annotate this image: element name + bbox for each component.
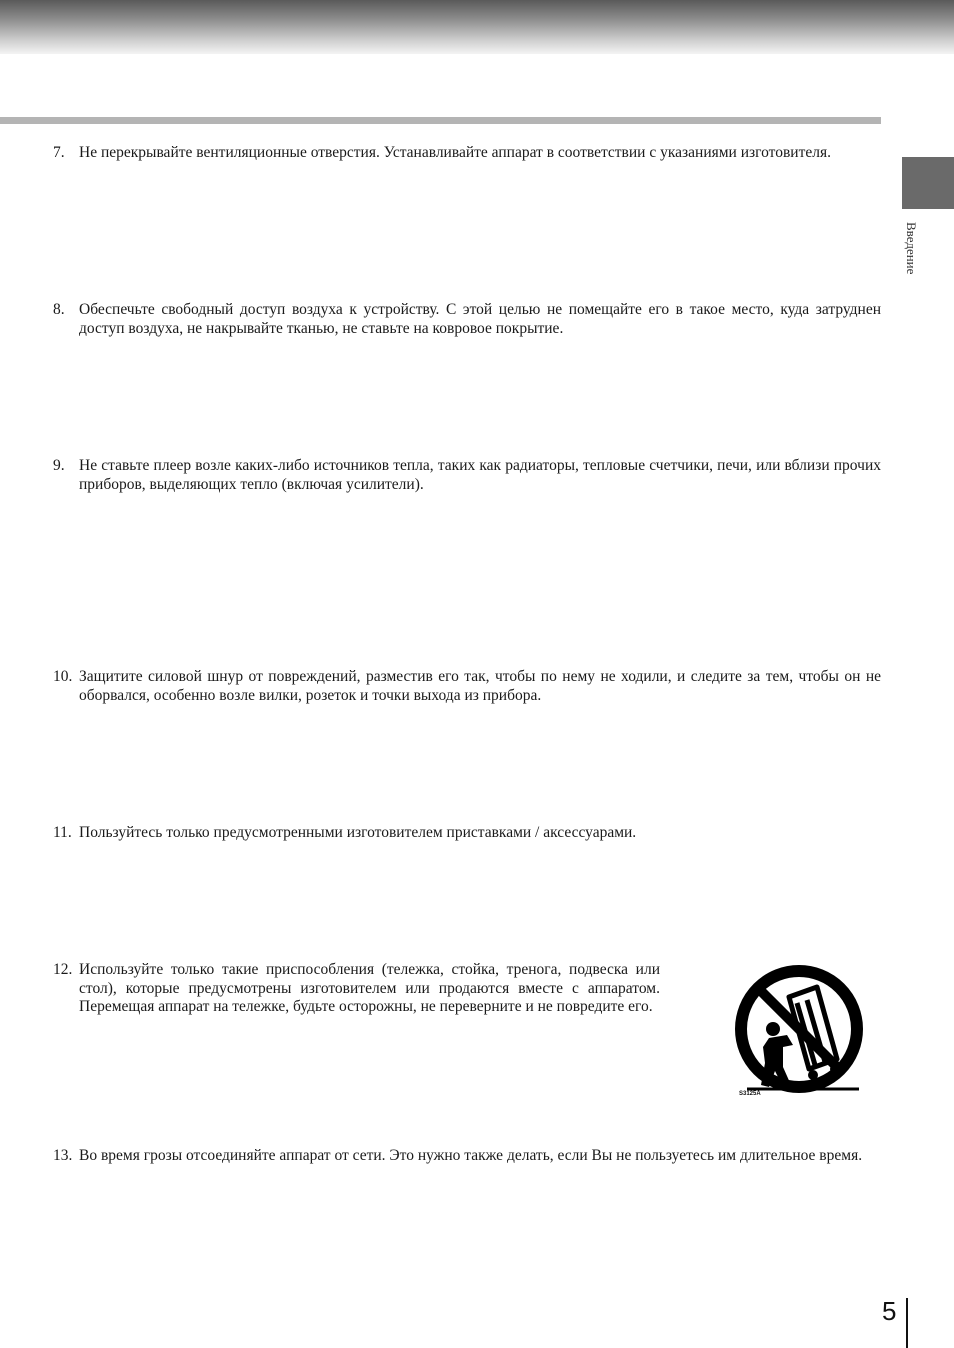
item-number: 8. [53, 301, 65, 318]
item-number: 11. [53, 824, 72, 841]
item-text: Во время грозы отсоединяйте аппарат от сети. Это нужно также делать, если Вы не пользуетесь им длительное время. [79, 1147, 863, 1164]
item-number: 9. [53, 457, 65, 474]
item-text: Обеспечьте свободный доступ воздуха к устройству. С этой целью не помещайте его в такое место, куда затруднен доступ воздуха, не накрывайте тканью, не ставьте на ковровое покрытие. [79, 301, 881, 337]
item-number: 12. [53, 961, 73, 978]
cart-tip-over-warning-icon [733, 963, 865, 1103]
item-text: Не ставьте плеер возле каких-либо источников тепла, таких как радиаторы, тепловые счетчики, печи, или вблизи прочих приборов, выделяющих тепло (включая усилители). [79, 457, 881, 493]
item-number: 13. [53, 1147, 73, 1164]
section-tab-label: Введение [904, 222, 919, 275]
list-item [53, 824, 881, 843]
item-text: Пользуйтесь только предусмотренными изготовителем приставками / аксессуарами. [79, 824, 637, 841]
list-item [53, 668, 881, 705]
list-item [53, 301, 881, 338]
list-item [53, 1147, 881, 1166]
header-gradient-band [0, 0, 954, 54]
section-tab [902, 157, 954, 209]
page-number-bar [906, 1298, 908, 1348]
item-text: Защитите силовой шнур от повреждений, разместив его так, чтобы по нему не ходили, и следите за тем, чтобы он не оборвался, особенно возле вилки, розеток и точки выхода из прибора. [79, 668, 881, 704]
list-item [53, 961, 660, 1017]
item-text: Не перекрывайте вентиляционные отверстия. Устанавливайте аппарат в соответствии с указаниями изготовителя. [79, 144, 831, 161]
page-number: 5 [882, 1296, 897, 1326]
item-number: 10. [53, 668, 73, 685]
item-number: 7. [53, 144, 65, 161]
list-item [53, 457, 881, 494]
item-text: Используйте только такие приспособления (тележка, стойка, тренога, подвеска или стол), которые предусмотрены изготовителем или продаются вместе с аппаратом. Перемещая аппарат на тележке, будьте осторожны, не переверните и не повредите его. [79, 961, 660, 1015]
pictogram-code: S3125A [739, 1091, 761, 1097]
list-item [53, 144, 881, 163]
header-rule [0, 117, 881, 124]
